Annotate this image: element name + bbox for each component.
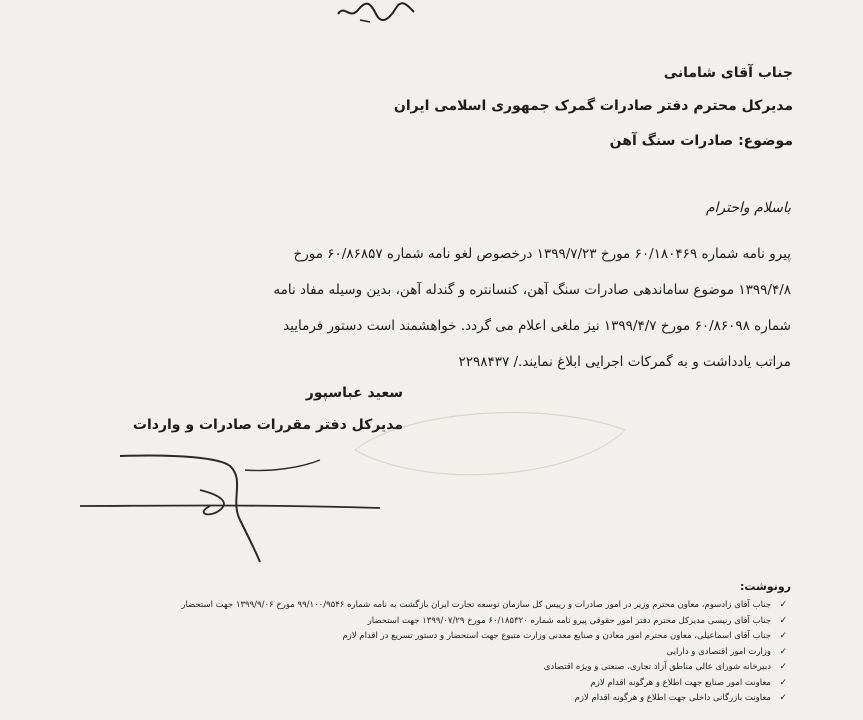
list-item: ✓ معاونت بازرگانی داخلی جهت اطلاع و هرگونه اقدام لازم [81,691,771,707]
greeting: باسلام واحترام [705,200,791,216]
body-line: شماره ۶۰/۸۶۰۹۸ مورخ ۱۳۹۹/۴/۷ نیز ملغی اعلام می گردد. خواهشمند است دستور فرمایید [283,318,791,334]
cc-list [81,598,787,707]
handwritten-heading [330,0,420,26]
check-mark-icon: ✓ [779,693,787,703]
check-mark-icon: ✓ [779,631,787,641]
addressee-title: مدیرکل محترم دفتر صادرات گمرک جمهوری اسلامی ایران [393,98,793,114]
list-item: ✓ جناب آقای زادسوم، معاون محترم وزیر در امور صادرات و رییس کل سازمان توسعه تجارت ایران بازگشت به نامه شماره ۹۹/۱۰۰/۹۵۴۶ مورخ ۱۳۹۹/۹/۰۶ جهت استحضار [81,598,771,614]
check-mark-icon: ✓ [779,646,787,657]
letter-body [66,236,791,380]
handwritten-signature [70,440,390,570]
body-line: ۱۳۹۹/۴/۸ موضوع ساماندهی صادرات سنگ آهن، کنسانتره و گندله آهن، بدین وسیله مفاد نامه [273,282,791,298]
signatory-name: سعید عباسپور [305,385,403,401]
list-item: ✓ معاونت امور صنایع جهت اطلاع و هرگونه اقدام لازم [81,676,771,692]
check-mark-icon: ✓ [779,615,787,626]
list-item: ✓ دبیرخانه شورای عالی مناطق آزاد تجاری، صنعتی و ویژه اقتصادی [81,660,771,676]
check-mark-icon: ✓ [779,677,787,688]
letter-subject: موضوع: صادرات سنگ آهن [609,133,793,149]
list-item: ✓ وزارت امور اقتصادی و دارایی [81,645,771,661]
signatory-title: مدیرکل دفتر مقررات صادرات و واردات [132,417,403,433]
addressee-name: جناب آقای شامانی [663,65,793,81]
list-item: ✓ جناب آقای اسماعیلی، معاون محترم امور معادن و صنایع معدنی وزارت متبوع جهت استحضار و دستور تسریع در اقدام لازم [81,629,771,645]
list-item: ✓ جناب آقای رنیسی مدیرکل محترم دفتر امور حقوقی پیرو نامه شماره ۶۰/۱۸۵۳۲۰ مورخ ۱۳۹۹/۰۷/۲۹ جهت استحضار [81,614,771,630]
check-mark-icon: ✓ [779,662,787,672]
body-line: پیرو نامه شماره ۶۰/۱۸۰۴۶۹ مورخ ۱۳۹۹/۷/۲۳ درخصوص لغو نامه شماره ۶۰/۸۶۸۵۷ مورخ [293,246,791,262]
body-line: مراتب یادداشت و به گمرکات اجرایی ابلاغ نمایند./ ۲۲۹۸۴۳۷ [458,354,791,370]
cc-label: رونوشت: [739,580,791,593]
check-mark-icon: ✓ [779,600,787,610]
